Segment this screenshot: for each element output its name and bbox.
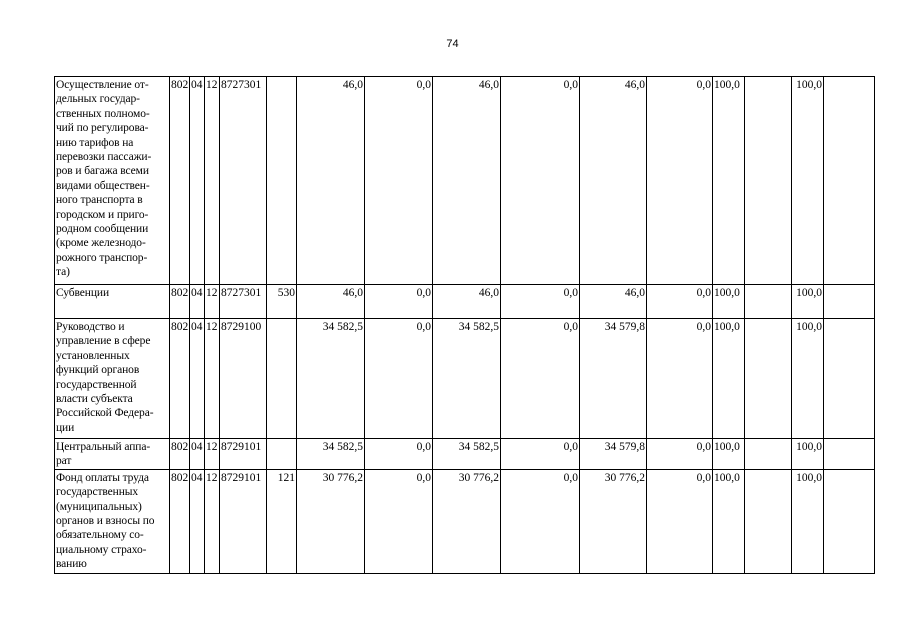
expense-type-cell (267, 439, 297, 470)
subsection-code-cell: 12 (205, 319, 220, 439)
percent-cell: 100,0 (713, 469, 745, 573)
row-name-line: ров и багажа всеми (56, 165, 149, 178)
row-name-line: та) (56, 266, 70, 279)
row-name-line: Осуществление от- (56, 79, 149, 91)
target-article-cell: 8729100 (220, 319, 267, 439)
amount-cell: 34 579,8 (580, 319, 647, 439)
empty-cell (745, 285, 792, 319)
subsection-code-cell: 12 (205, 285, 220, 319)
amount-cell: 46,0 (297, 77, 365, 285)
empty-cell (745, 77, 792, 285)
row-name-cell (55, 469, 170, 573)
amount-cell: 46,0 (580, 77, 647, 285)
percent-cell: 100,0 (713, 439, 745, 470)
expense-type-cell: 121 (267, 469, 297, 573)
amount-cell: 0,0 (647, 439, 713, 470)
row-name-line: власти субъекта (56, 393, 133, 406)
section-code-cell: 04 (190, 77, 205, 285)
percent-cell: 100,0 (792, 439, 824, 470)
row-name-line: Фонд оплаты труда (56, 471, 149, 484)
empty-cell (745, 319, 792, 439)
row-name-cell (55, 319, 170, 439)
expense-type-cell (267, 319, 297, 439)
amount-cell: 34 582,5 (297, 439, 365, 470)
row-name-line: функций органов (56, 364, 140, 377)
row-name-line: ственных полномо- (56, 107, 150, 120)
row-name-line: Российской Федера- (56, 407, 154, 420)
amount-cell: 30 776,2 (297, 469, 365, 573)
table-row (55, 319, 875, 439)
amount-cell: 0,0 (365, 439, 433, 470)
amount-cell: 0,0 (647, 469, 713, 573)
section-code-cell: 04 (190, 469, 205, 573)
target-article-cell: 8729101 (220, 469, 267, 573)
table-row (55, 469, 875, 573)
section-code-cell: 04 (190, 439, 205, 470)
row-name-line: ного транспорта в (56, 194, 143, 207)
row-name-line: Руководство и (56, 321, 125, 333)
percent-cell: 100,0 (713, 285, 745, 319)
percent-cell: 100,0 (792, 319, 824, 439)
ministry-code-cell: 802 (170, 469, 190, 573)
empty-cell (824, 285, 875, 319)
amount-cell: 46,0 (297, 285, 365, 319)
amount-cell: 0,0 (501, 319, 580, 439)
amount-cell: 0,0 (365, 285, 433, 319)
row-name-line: дельных государ- (56, 93, 140, 106)
subsection-code-cell: 12 (205, 469, 220, 573)
amount-cell: 30 776,2 (433, 469, 501, 573)
page-number: 74 (446, 38, 459, 50)
amount-cell: 0,0 (647, 77, 713, 285)
amount-cell: 34 582,5 (297, 319, 365, 439)
row-name-line: циальному страхо- (56, 543, 147, 556)
row-name-line: чий по регулирова- (56, 122, 149, 135)
row-name-cell (55, 285, 170, 319)
amount-cell: 0,0 (501, 439, 580, 470)
amount-cell: 0,0 (365, 469, 433, 573)
percent-cell: 100,0 (792, 469, 824, 573)
row-name-line: государственной (56, 378, 137, 391)
row-name-line: (муниципальных) (56, 500, 142, 513)
amount-cell: 46,0 (433, 285, 501, 319)
table-row (55, 285, 875, 319)
subsection-code-cell: 12 (205, 439, 220, 470)
amount-cell: 0,0 (647, 285, 713, 319)
amount-cell: 0,0 (365, 77, 433, 285)
row-name-cell (55, 439, 170, 470)
row-name-cell (55, 77, 170, 285)
empty-cell (745, 469, 792, 573)
row-name-line: рат (56, 455, 72, 468)
percent-cell: 100,0 (713, 77, 745, 285)
row-name-line: ванию (56, 558, 87, 571)
amount-cell: 0,0 (647, 319, 713, 439)
amount-cell: 34 582,5 (433, 319, 501, 439)
row-name-line: рожного транспор- (56, 251, 148, 264)
ministry-code-cell: 802 (170, 319, 190, 439)
row-name-line: родном сообщении (56, 223, 149, 236)
row-name-line: нию тарифов на (56, 136, 134, 149)
expense-type-cell (267, 77, 297, 285)
percent-cell: 100,0 (792, 77, 824, 285)
amount-cell: 34 582,5 (433, 439, 501, 470)
row-name-line: перевозки пассажи- (56, 151, 152, 164)
section-code-cell: 04 (190, 285, 205, 319)
row-name-line: видами обществен- (56, 179, 150, 192)
row-name-line: (кроме железнодо- (56, 237, 146, 250)
percent-cell: 100,0 (792, 285, 824, 319)
row-name-line: обязательному со- (56, 529, 144, 542)
section-code-cell: 04 (190, 319, 205, 439)
budget-table (54, 76, 875, 574)
target-article-cell: 8727301 (220, 285, 267, 319)
empty-cell (824, 319, 875, 439)
expense-type-cell: 530 (267, 285, 297, 319)
ministry-code-cell: 802 (170, 285, 190, 319)
row-name-line: ции (56, 421, 75, 434)
target-article-cell: 8727301 (220, 77, 267, 285)
empty-cell (824, 77, 875, 285)
table-row (55, 77, 875, 285)
row-name-line: органов и взносы по (56, 515, 155, 528)
amount-cell: 0,0 (501, 77, 580, 285)
ministry-code-cell: 802 (170, 439, 190, 470)
amount-cell: 0,0 (365, 319, 433, 439)
percent-cell: 100,0 (713, 319, 745, 439)
row-name-line: Центральный аппа- (56, 441, 151, 453)
amount-cell: 30 776,2 (580, 469, 647, 573)
amount-cell: 34 579,8 (580, 439, 647, 470)
amount-cell: 0,0 (501, 469, 580, 573)
empty-cell (824, 469, 875, 573)
row-name-line: Субвенции (56, 287, 110, 299)
row-name-line: государственных (56, 486, 139, 499)
row-name-line: городском и приго- (56, 208, 149, 221)
subsection-code-cell: 12 (205, 77, 220, 285)
empty-cell (745, 439, 792, 470)
ministry-code-cell: 802 (170, 77, 190, 285)
row-name-line: управление в сфере (56, 335, 151, 348)
amount-cell: 46,0 (433, 77, 501, 285)
amount-cell: 46,0 (580, 285, 647, 319)
target-article-cell: 8729101 (220, 439, 267, 470)
row-name-line: установленных (56, 349, 130, 362)
table-row (55, 439, 875, 470)
empty-cell (824, 439, 875, 470)
amount-cell: 0,0 (501, 285, 580, 319)
